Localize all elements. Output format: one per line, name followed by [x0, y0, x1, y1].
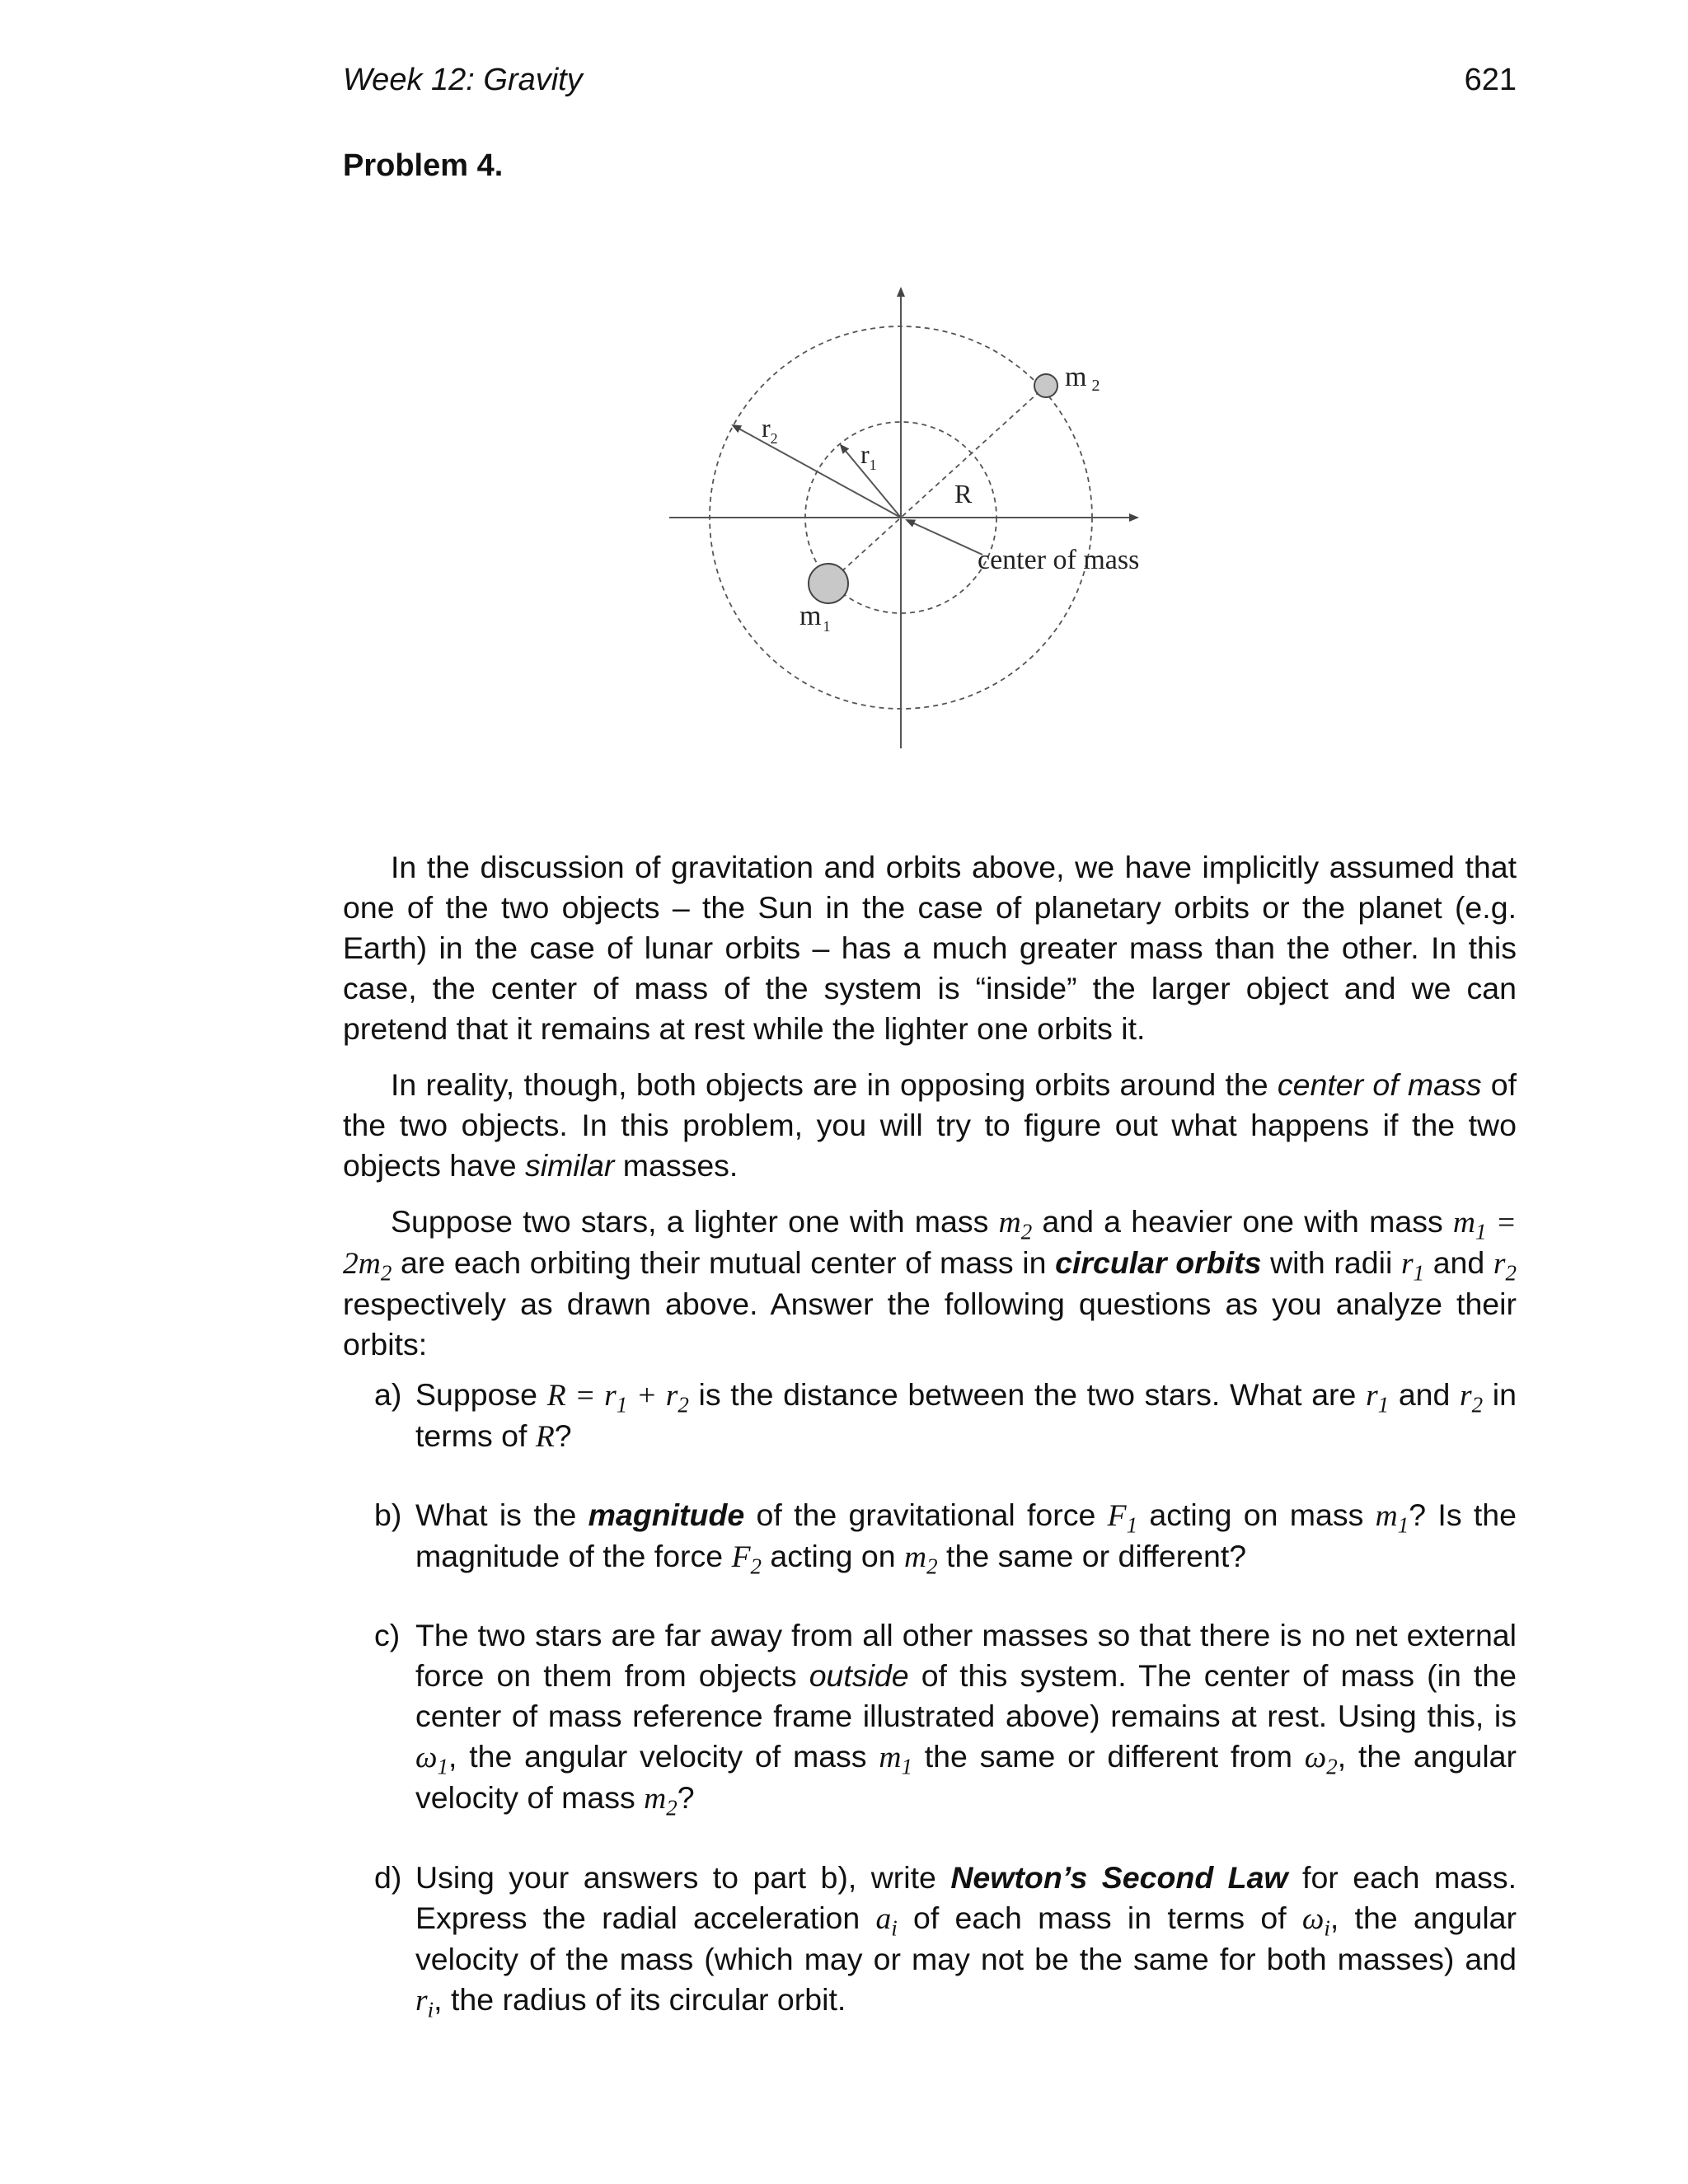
question-d-label: d) — [374, 1860, 402, 1895]
center-of-mass-pointer — [907, 520, 982, 555]
mass-m1 — [809, 564, 848, 603]
label-R: R — [954, 479, 973, 509]
question-a-label: a) — [374, 1377, 402, 1412]
question-c: c) The two stars are far away from all other masses so that there is no net external force on them from objects outside of this system. The center of mass (in the center of mass reference frame illustrated above) remains at rest. Using this, is $\omega_1$, the angular velocity of mass $m_1$ the same or different from $\omega_2$, the angular velocity of mass $m_2$? — [343, 1615, 1517, 1819]
label-center-of-mass: center of mass — [978, 545, 1140, 575]
question-b-label: b) — [374, 1497, 402, 1532]
problem-title: Problem 4. — [343, 148, 504, 183]
label-r2: $r_2$ — [762, 413, 778, 447]
label-m1: m $_1$ — [799, 601, 831, 635]
paragraph-1: In the discussion of gravitation and orbits above, we have implicitly assumed that one of the two objects – the Sun in the case of planetary orbits or the planet (e.g. Earth) in the case of lunar orbits – has a much greater mass than the other. In this case, the center of mass of the system is “inside” the larger object and we can pretend that it remains at rest while the lighter one orbits it. — [343, 850, 1517, 1046]
orbit-diagram — [643, 272, 1220, 766]
question-d: d) Using your answers to part b), write Newton’s Second Law for each mass. Express the radial acceleration $a_i$ of each mass in terms of $\omega_i$, the angular velocity of the mass (which may or may not be the same for both masses) and $r_i$, the radius of its circular orbit. — [343, 1858, 1517, 2021]
label-m2: m 2 — [1065, 362, 1100, 395]
running-header-title: Week 12: Gravity — [343, 63, 583, 97]
paragraph-3: Suppose two stars, a lighter one with mass $m_2$ and a heavier one with mass $m_1 = 2m_2$ are each orbiting their mutual center of mass in circular orbits with radii $r_1$ and $r_2$ respectively as drawn above. Answer the following questions as you analyze their orbits: — [343, 1204, 1517, 1361]
question-b: b) What is the magnitude of the gravitational force $F_1$ acting on mass $m_1$? Is the magnitude of the force $F_2$ acting on $m_2$ the same or different? — [343, 1495, 1517, 1577]
paragraph-2: In reality, though, both objects are in opposing orbits around the center of mass of the two objects. In this problem, you will try to figure out what happens if the two objects have similar masses. — [343, 1067, 1517, 1183]
mass-m2 — [1034, 374, 1057, 397]
question-c-label: c) — [374, 1618, 401, 1652]
label-r1: $r_1$ — [860, 439, 877, 473]
page-number: 621 — [1464, 63, 1517, 97]
question-a: a) Suppose $R = r_1 + r_2$ is the distance between the two stars. What are $r_1$ and $r_2$ in terms of R? — [343, 1375, 1517, 1457]
